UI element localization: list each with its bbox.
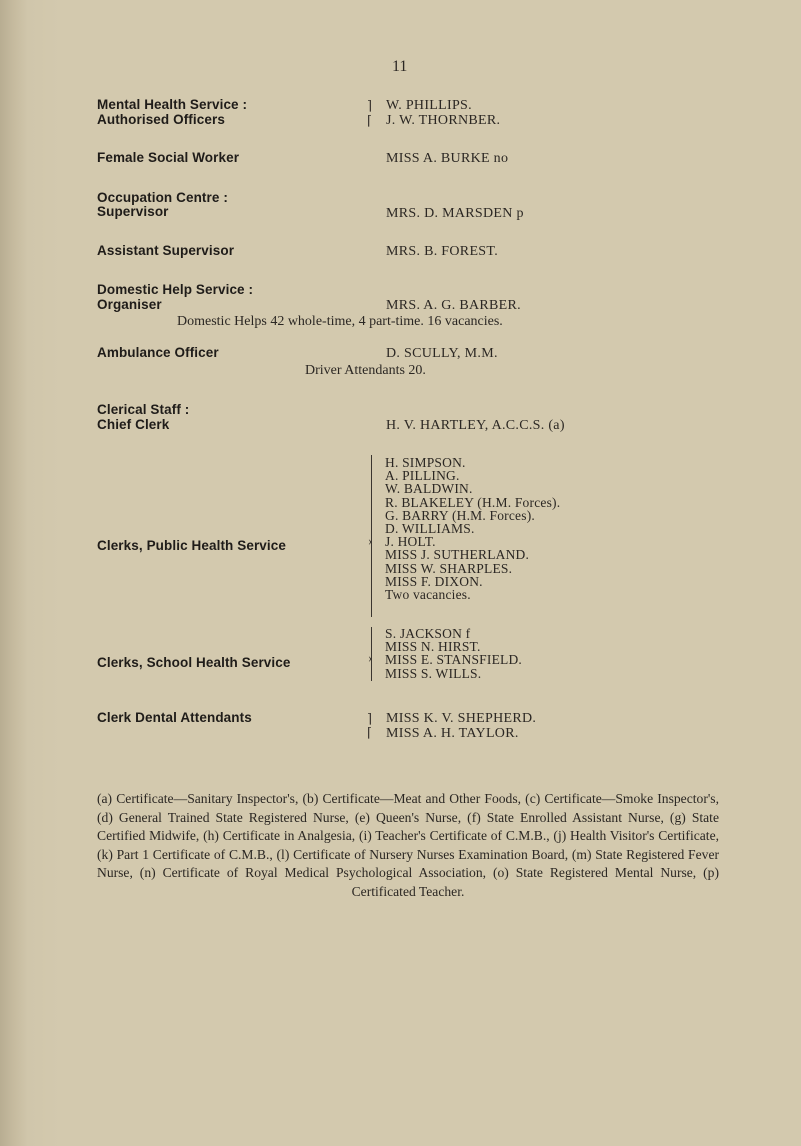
list-item: S. JACKSON f — [385, 626, 471, 641]
authorised-officers-label: Authorised Officers — [97, 112, 225, 127]
authorised-officer-2: J. W. THORNBER. — [386, 113, 501, 128]
ambulance-officer-label: Ambulance Officer — [97, 345, 219, 360]
list-item: H. SIMPSON. — [385, 455, 466, 470]
list-item: R. BLAKELEY (H.M. Forces). — [385, 494, 561, 510]
school-health-clerks-label: Clerks, School Health Service — [97, 655, 291, 670]
list-item: G. BARRY (H.M. Forces). — [385, 507, 535, 523]
list-item: A. PILLING. — [385, 468, 460, 484]
driver-attendants-note: Driver Attendants 20. — [305, 363, 426, 378]
public-health-brace-point: › — [368, 533, 373, 548]
list-item: D. WILLIAMS. — [385, 520, 475, 536]
chief-clerk-label: Chief Clerk — [97, 417, 170, 432]
list-item: J. HOLT. — [385, 534, 436, 550]
public-health-clerks-label: Clerks, Public Health Service — [97, 538, 286, 553]
organiser-name: MRS. A. G. BARBER. — [386, 298, 521, 313]
authorised-officer-1: W. PHILLIPS. — [386, 98, 472, 113]
dental-brace-top: ⌉ — [367, 711, 373, 726]
brace-bottom: ⌈ — [367, 113, 373, 128]
mental-health-heading: Mental Health Service : — [97, 97, 248, 112]
list-item: MISS F. DIXON. — [385, 573, 483, 589]
chief-clerk-name: H. V. HARTLEY, A.C.C.S. (a) — [386, 418, 565, 433]
school-health-brace-point: › — [368, 650, 373, 665]
supervisor-label: Supervisor — [97, 204, 169, 219]
dental-brace-bottom: ⌈ — [367, 725, 373, 740]
occupation-centre-heading: Occupation Centre : — [97, 190, 228, 205]
domestic-helps-note: Domestic Helps 42 whole-time, 4 part-time. 16 vacancies. — [177, 314, 503, 329]
assistant-supervisor-name: MRS. B. FOREST. — [386, 244, 498, 259]
dental-attendant-2: MISS A. H. TAYLOR. — [386, 726, 519, 741]
supervisor-name: MRS. D. MARSDEN p — [386, 206, 524, 221]
ambulance-officer-name: D. SCULLY, M.M. — [386, 346, 498, 361]
list-item: MISS J. SUTHERLAND. — [385, 547, 530, 563]
public-health-clerks-list — [385, 456, 560, 601]
page-number: 11 — [392, 58, 408, 75]
assistant-supervisor-label: Assistant Supervisor — [97, 243, 235, 258]
female-social-worker-label: Female Social Worker — [97, 150, 240, 165]
list-item: MISS E. STANSFIELD. — [385, 652, 522, 668]
dental-attendant-1: MISS K. V. SHEPHERD. — [386, 711, 537, 726]
list-item: W. BALDWIN. — [385, 481, 473, 497]
certificate-footnote: (a) Certificate—Sanitary Inspector's, (b) Certificate—Meat and Other Foods, (c) Certificate—Smoke Inspector's, (d) General Trained State Registered Nurse, (e) Queen's Nurse, (f) State Enrolled Assistant Nurse, (g) State Certified Midwife, (h) Certificate in Analgesia, (i) Teacher's Certificate of C.M.B., (j) Health Visitor's Certificate, (k) Part 1 Certificate of C.M.B., (l) Certificate of Nursery Nurses Examination Board, (m) State Registered Fever Nurse, (n) Certificate of Royal Medical Psychological Association, (o) State Registered Mental Nurse, (p) Certificated Teacher. — [97, 791, 719, 899]
list-item: MISS W. SHARPLES. — [385, 560, 513, 576]
domestic-help-heading: Domestic Help Service : — [97, 282, 254, 297]
list-item: MISS N. HIRST. — [385, 639, 481, 655]
clerical-staff-heading: Clerical Staff : — [97, 402, 190, 417]
organiser-label: Organiser — [97, 297, 162, 312]
brace-top: ⌉ — [367, 98, 373, 113]
school-health-clerks-list — [385, 627, 522, 680]
list-item: Two vacancies. — [385, 586, 471, 602]
female-social-worker-name: MISS A. BURKE no — [386, 151, 509, 166]
list-item: MISS S. WILLS. — [385, 665, 482, 681]
dental-attendants-label: Clerk Dental Attendants — [97, 710, 252, 725]
